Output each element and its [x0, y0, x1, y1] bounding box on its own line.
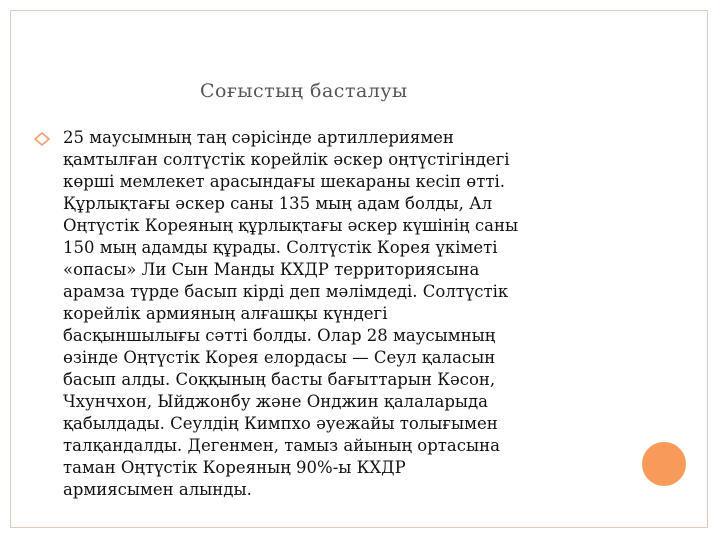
- slide-title: Соғыстың басталуы: [200, 80, 408, 102]
- body-line: талқандалды. Дегенмен, тамыз айының ортасына: [63, 436, 500, 455]
- body-line: көрші мемлекет арасындағы шекараны кесіп өтті.: [63, 172, 505, 191]
- body-line: Құрлықтағы әскер саны 135 мың адам болды, Ал: [63, 194, 493, 213]
- body-line: армиясымен алынды.: [63, 480, 252, 499]
- body-line: қамтылған солтүстік корейлік әскер оңтүстігіндегі: [63, 150, 510, 169]
- slide-body: [63, 127, 608, 501]
- body-line: арамза түрде басып кірді деп мәлімдеді. Солтүстік: [63, 282, 509, 301]
- body-line: таман Оңтүстік Кореяның 90%-ы КХДР: [63, 458, 406, 477]
- body-line: Чхунчхон, Ыйджонбу және Онджин қалаларыда: [63, 392, 489, 411]
- body-line: қабылдады. Сеулдің Кимпхо әуежайы толығымен: [63, 414, 498, 433]
- body-line: басқыншылығы сәтті болды. Олар 28 маусымның: [63, 326, 496, 345]
- body-line: 150 мың адамды құрады. Солтүстік Корея үкіметі: [63, 238, 498, 257]
- body-line: Оңтүстік Кореяның құрлықтағы әскер күшінің саны: [63, 216, 519, 235]
- body-line: «опасы» Ли Сын Манды КХДР территориясына: [63, 260, 480, 279]
- body-line: өзінде Оңтүстік Корея елордасы — Сеул қаласын: [63, 348, 496, 367]
- body-line: корейлік армияның алғашқы күндегі: [63, 304, 388, 323]
- body-line: 25 маусымның таң сәрісінде артиллериямен: [63, 128, 454, 147]
- diamond-outline-icon: [34, 132, 50, 146]
- decorative-circle: [642, 442, 686, 486]
- body-line: басып алды. Соққының басты бағыттарын Кәсон,: [63, 370, 496, 389]
